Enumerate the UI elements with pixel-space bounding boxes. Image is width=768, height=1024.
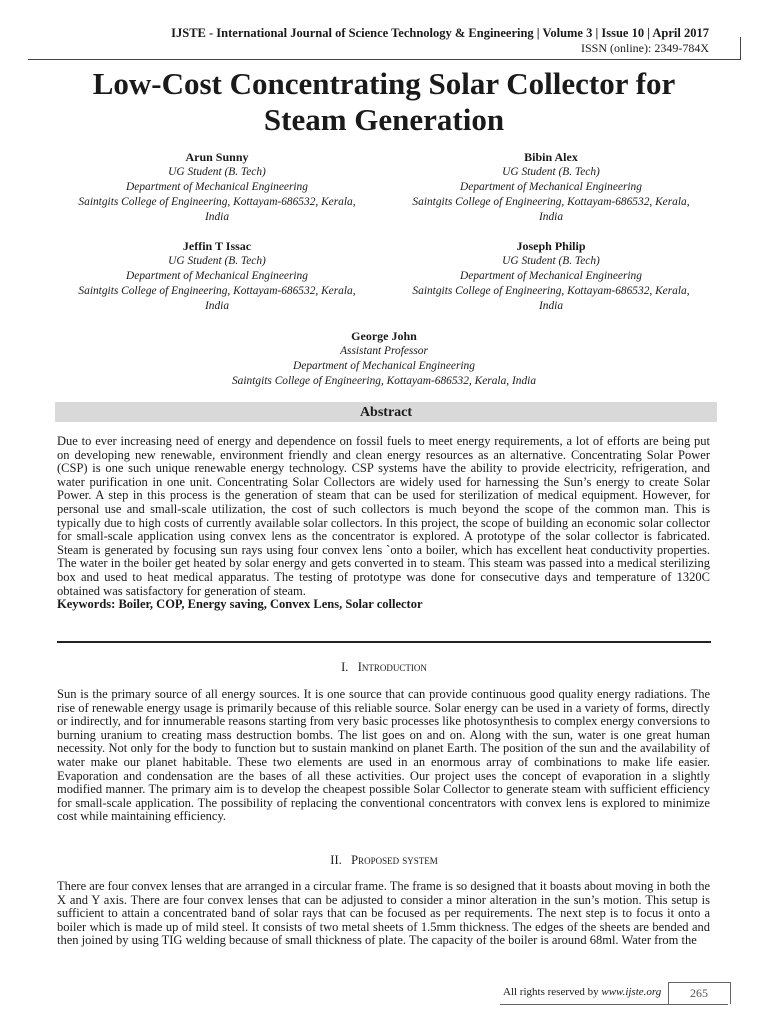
author-country: India [204, 300, 230, 312]
proposed-system-body: There are four convex lenses that are arranged in a circular frame. The frame is so designed that it boasts about moving in both the X and Y axis. There are four convex lenses that can be adjusted to consider a minor alteration in the sun’s motion. This setup is sufficient to attain a concentrated band of solar rays that can be focused as per requirements. The next step is to focus it onto a boiler which is made up of mild steel. It consists of two metal sheets of 1.5mm thickness. The edges of the sheets are bended and then joined by using TIG welding because of small thickness of plate. The capacity of the boiler is around 68ml. Water from the [57, 879, 710, 948]
author-dept: Department of Mechanical Engineering [460, 270, 642, 282]
footer-rule [500, 1004, 728, 1005]
author-dept: Department of Mechanical Engineering [126, 181, 308, 193]
author-inst: Saintgits College of Engineering, Kottayam-686532, Kerala, India [231, 375, 537, 387]
abstract-text: Due to ever increasing need of energy and dependence on fossil fuels to meet energy requirements, a lot of efforts are being put on developing new renewable, environment friendly and clean energy resources as an alternative. Concentrating Solar Power (CSP) is one such unique renewable energy technology. CSP systems have the ability to provide electricity, refrigeration, and water purification in one unit. Concentrating Solar Collectors are widely used for harnessing the Sun’s energy to create Solar Power. A step in this process is the generation of steam that can be used for sterilization of medical equipment. However, for personal use and small-scale utilization, the cost of such collectors is much beyond the scope of the common man. This is typically due to high costs of currently available solar collectors. In this project, the scope of building an economic solar collector for small-scale application using convex lens as the concentrator is explored. A prototype of the solar collector is fabricated. Steam is generated by focusing sun rays using four convex lens `onto a boiler, which has excellent heat conductivity properties. The water in the boiler get heated by solar energy and gets converted in to steam. This steam was passed into a medical sterilizing box and used to heat medical apparatus. The testing of prototype was done for consecutive days and temperature of 1320C obtained was satisfactory for generation of steam. [57, 434, 710, 598]
author-role: UG Student (B. Tech) [502, 255, 600, 267]
paper-title [40, 66, 728, 138]
abstract-body [57, 435, 710, 612]
author-inst: Saintgits College of Engineering, Kottayam-686532, Kerala, [412, 196, 690, 208]
author-block [386, 239, 716, 314]
author-name: Joseph Philip [516, 239, 586, 253]
section-title: Introduction [357, 660, 427, 674]
footer-box-right [730, 982, 731, 1004]
title-line-1: Low-Cost Concentrating Solar Collector for [92, 66, 676, 101]
author-inst: Saintgits College of Engineering, Kottayam-686532, Kerala, [412, 285, 690, 297]
author-block [52, 150, 382, 225]
keywords: Keywords: Boiler, COP, Energy saving, Convex Lens, Solar collector [57, 597, 423, 612]
title-line-2: Steam Generation [263, 102, 505, 137]
journal-header [171, 26, 709, 56]
author-name: Arun Sunny [185, 150, 249, 164]
introduction-body: Sun is the primary source of all energy sources. It is one source that can provide continuous good quality energy radiations. The rise of renewable energy usage is primarily because of this reliable source. Solar energy can be used in a variety of forms, directly or indirectly, and for innumerable reasons starting from very basic processes like photosynthesis to complex energy conversions to burning uranium to creating mass destruction bombs. The list goes on and on. Along with the sun, water is one great human necessity. Not only for the body to function but to sustain mankind on planet Earth. The position of the sun and the availability of water make our planet habitable. These two elements are used in an enormous array of combinations to make life easier. Evaporation and condensation are the bases of all these activities. Our project uses the concept of evaporation in a slightly modified manner. The primary aim is to develop the cheapest possible Solar Collector to generate steam with sufficient efficiency for small-scale application. The possibility of replacing the conventional concentrators with convex lens is explored to minimize cost while maintaining efficiency. [57, 687, 710, 824]
section-number: I. [341, 660, 349, 674]
journal-name: IJSTE - International Journal of Science Technology & Engineering | Volume 3 | Issue 10 | April 2017 [171, 26, 709, 40]
section-heading [57, 660, 711, 675]
header-rule [28, 59, 728, 60]
footer-site-link[interactable]: www.ijste.org [601, 986, 662, 998]
abstract-heading: Abstract [55, 402, 717, 422]
author-block [52, 239, 382, 314]
section-title: Proposed system [351, 853, 438, 867]
author-country: India [538, 300, 564, 312]
author-role: UG Student (B. Tech) [502, 166, 600, 178]
author-name: Jeffin T Issac [182, 239, 252, 253]
abstract-rule [57, 641, 711, 644]
author-role: Assistant Professor [340, 345, 428, 357]
author-block [386, 150, 716, 225]
header-rule-stub [740, 37, 741, 59]
page-number: 265 [690, 986, 708, 1000]
footer-rights [503, 986, 661, 998]
author-dept: Department of Mechanical Engineering [293, 360, 475, 372]
author-dept: Department of Mechanical Engineering [126, 270, 308, 282]
section-number: II. [330, 853, 342, 867]
header-rule-stub-end [727, 59, 741, 60]
issn: ISSN (online): 2349-784X [581, 41, 709, 55]
section-heading [57, 853, 711, 868]
author-inst: Saintgits College of Engineering, Kottayam-686532, Kerala, [78, 196, 356, 208]
author-country: India [538, 211, 564, 223]
author-country: India [204, 211, 230, 223]
footer-box-left [668, 982, 669, 1004]
author-inst: Saintgits College of Engineering, Kottayam-686532, Kerala, [78, 285, 356, 297]
author-name: Bibin Alex [524, 150, 578, 164]
footer-box-top [668, 982, 730, 983]
author-role: UG Student (B. Tech) [168, 255, 266, 267]
author-block [174, 329, 594, 389]
author-name: George John [351, 329, 417, 343]
footer-prefix: All rights reserved by [503, 986, 602, 998]
author-dept: Department of Mechanical Engineering [460, 181, 642, 193]
author-role: UG Student (B. Tech) [168, 166, 266, 178]
